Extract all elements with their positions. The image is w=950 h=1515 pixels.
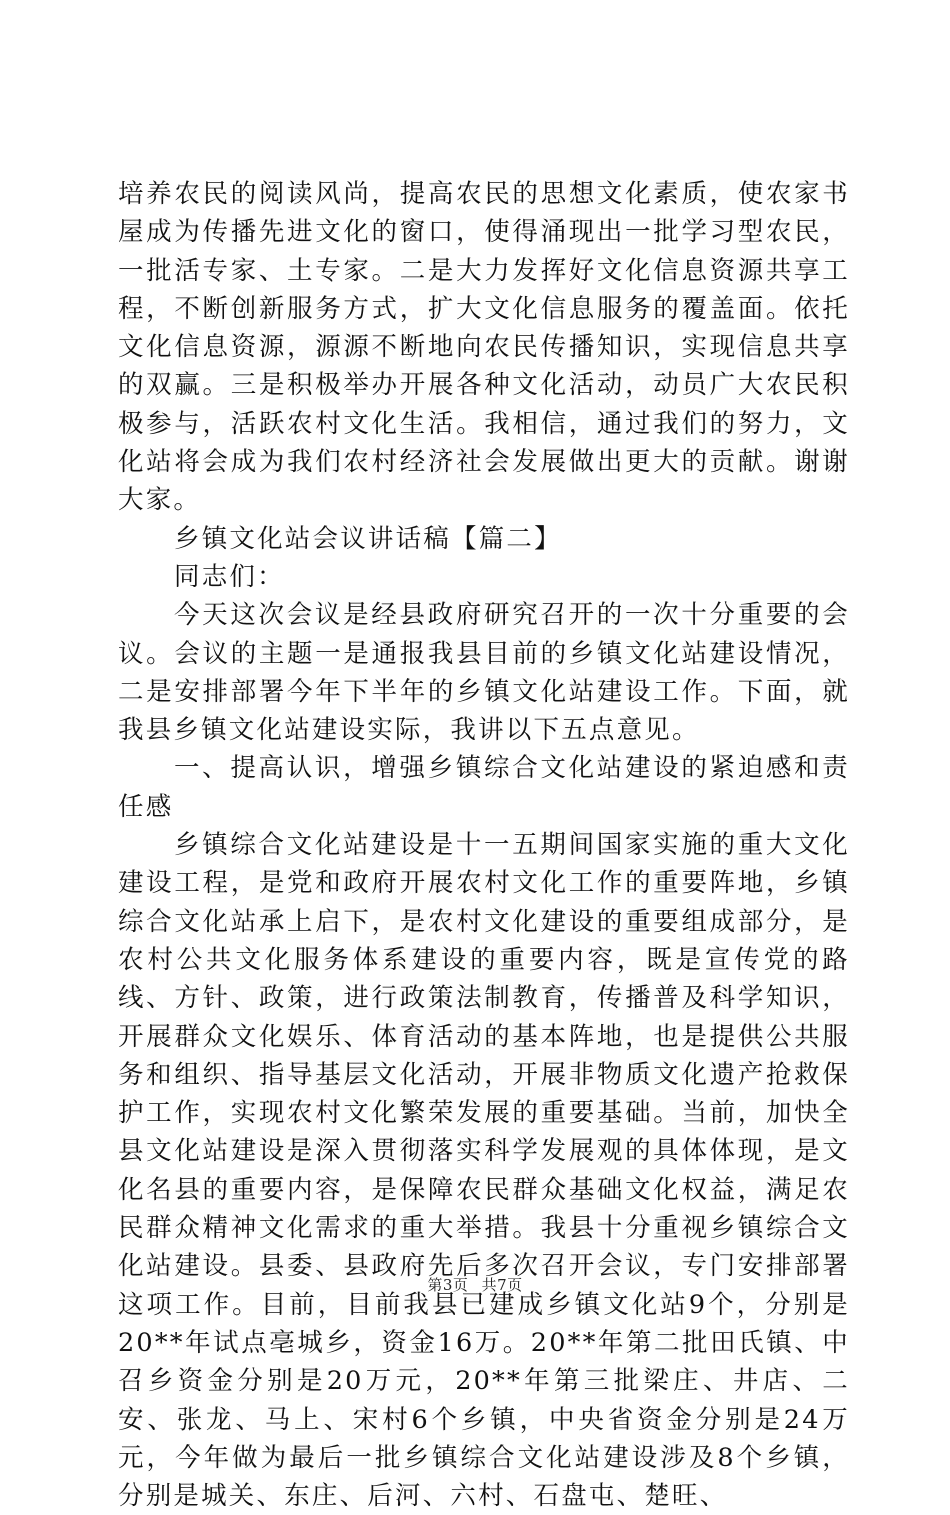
page-number: 第3页 xyxy=(427,1276,469,1294)
paragraph-intro: 今天这次会议是经县政府研究召开的一次十分重要的会议。会议的主题一是通报我县目前的乡镇文化站建设情况，二是安排部署今年下半年的乡镇文化站建设工作。下面，就我县乡镇文化站建设实际，我讲以下五点意见。 xyxy=(118,600,850,746)
paragraph-continuation: 培养农民的阅读风尚，提高农民的思想文化素质，使农家书屋成为传播先进文化的窗口，使得涌现出一批学习型农民，一批活专家、土专家。二是大力发挥好文化信息资源共享工程，不断创新服务方式，扩大文化信息服务的覆盖面。依托文化信息资源，源源不断地向农民传播知识，实现信息共享的双赢。三是积极举办开展各种文化活动，动员广大农民积极参与，活跃农村文化生活。我相信，通过我们的努力，文化站将会成为我们农村经济社会发展做出更大的贡献。谢谢大家。 xyxy=(118,179,850,516)
document-body xyxy=(118,175,850,1515)
paragraph-body: 乡镇综合文化站建设是十一五期间国家实施的重大文化建设工程，是党和政府开展农村文化工作的重要阵地，乡镇综合文化站承上启下，是农村文化建设的重要组成部分，是农村公共文化服务体系建设的重要内容，既是宣传党的路线、方针、政策，进行政策法制教育，传播普及科学知识，开展群众文化娱乐、体育活动的基本阵地，也是提供公共服务和组织、指导基层文化活动，开展非物质文化遗产抢救保护工作，实现农村文化繁荣发展的重要基础。当前，加快全县文化站建设是深入贯彻落实科学发展观的具体体现，是文化名县的重要内容，是保障农民群众基础文化权益，满足农民群众精神文化需求的重大举措。我县十分重视乡镇综合文化站建设。县委、县政府先后多次召开会议，专门安排部署这项工作。目前，目前我县已建成乡镇文化站9个，分别是20**年试点亳城乡，资金16万。20**年第二批田氏镇、中召乡资金分别是20万元，20**年第三批梁庄、井店、二安、张龙、马上、宋村6个乡镇，中央省资金分别是24万元，今年做为最后一批乡镇综合文化站建设涉及8个乡镇，分别是城关、东庄、后河、六村、石盘屯、楚旺、 xyxy=(118,830,850,1512)
salutation: 同志们： xyxy=(174,561,285,592)
page-footer xyxy=(0,1274,950,1295)
heading-point-one: 一、提高认识，增强乡镇综合文化站建设的紧迫感和责任感 xyxy=(118,753,850,822)
section-title: 乡镇文化站会议讲话稿【篇二】 xyxy=(174,523,562,554)
page-total: 共7页 xyxy=(481,1276,523,1294)
